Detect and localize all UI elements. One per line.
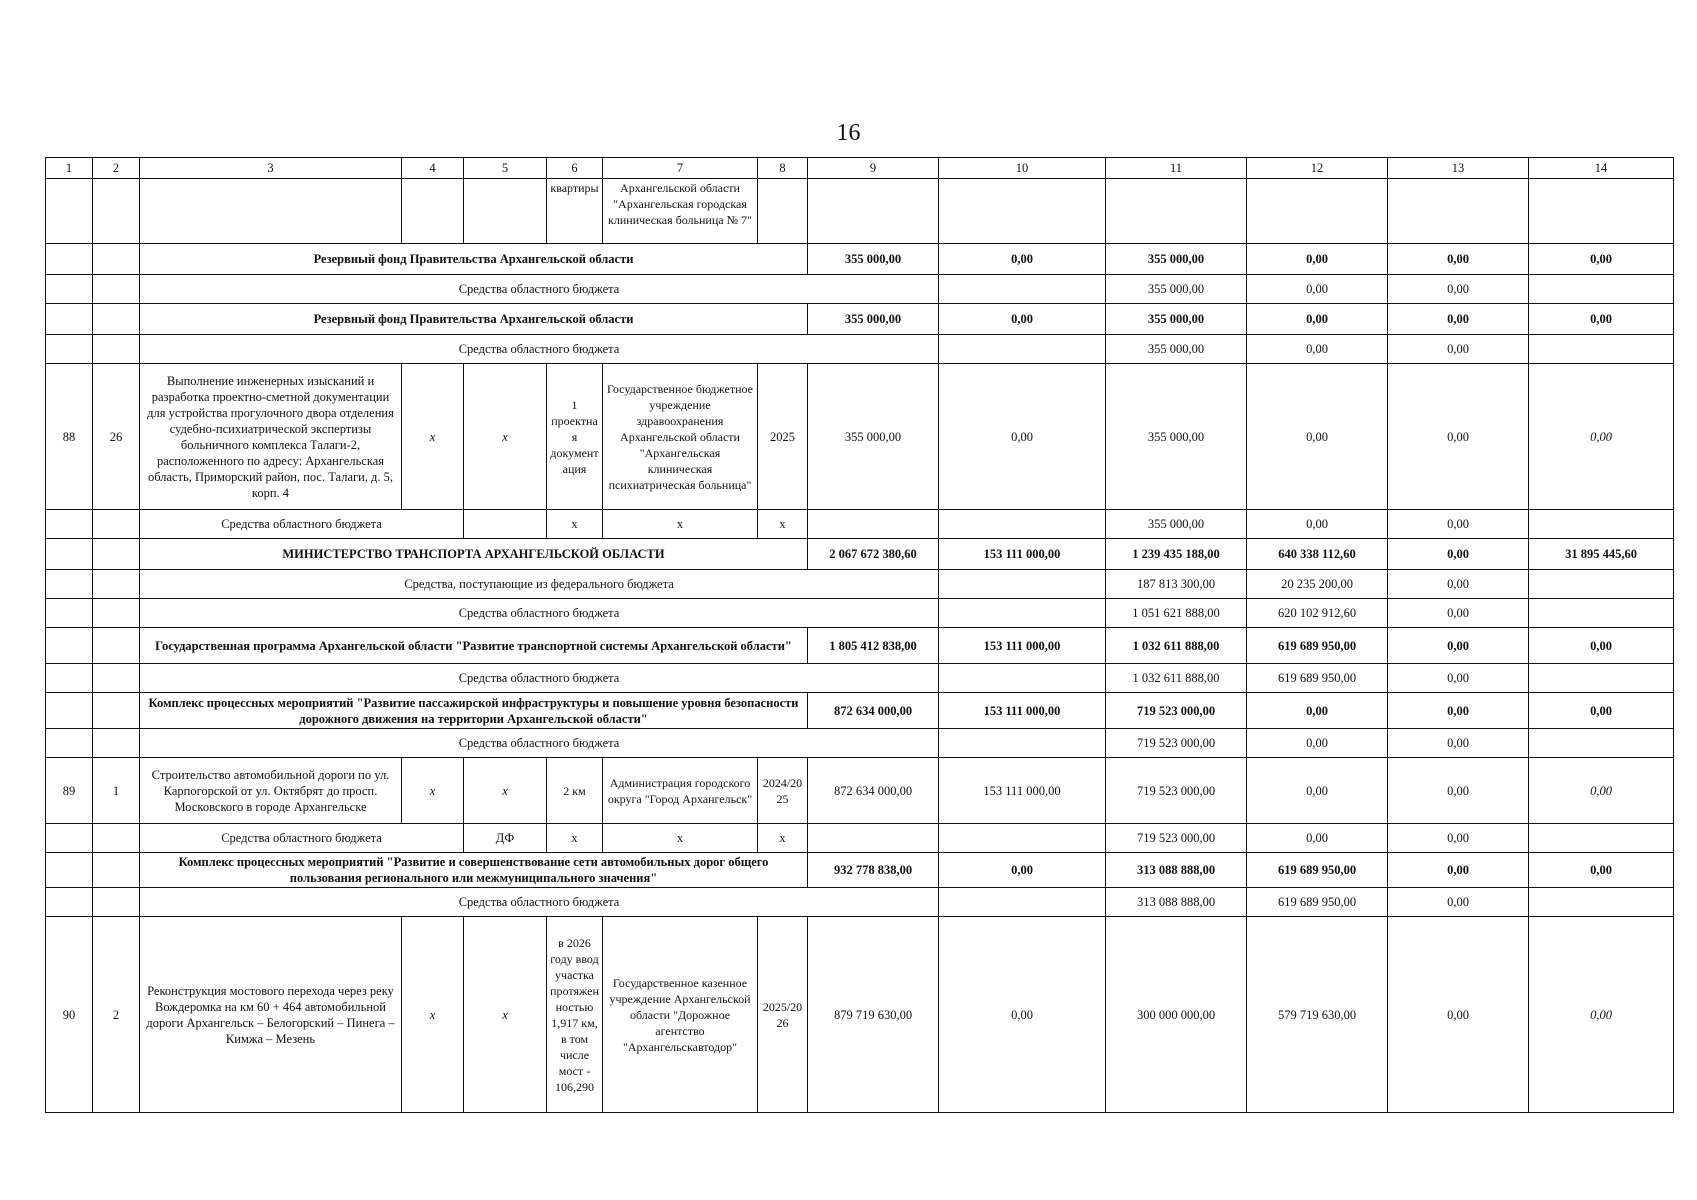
col-header: 1 (46, 158, 93, 179)
amount-cell: 0,00 (1247, 364, 1388, 510)
section-title-row (46, 693, 1674, 729)
amount-cell: 0,00 (1388, 917, 1529, 1113)
section-title: Резервный фонд Правительства Архангельской области (140, 244, 808, 275)
amount-cell: 0,00 (1388, 539, 1529, 570)
amount-cell: 620 102 912,60 (1247, 599, 1388, 628)
amount-cell: 0,00 (1388, 693, 1529, 729)
item-description: Строительство автомобильной дороги по ул. Карпогорской от ул. Октябрят до просп. Московского в городе Архангельске (140, 758, 402, 824)
amount-cell: 355 000,00 (1106, 304, 1247, 335)
funding-source-row (46, 599, 1674, 628)
funding-source-row (46, 335, 1674, 364)
section-title-row (46, 244, 1674, 275)
amount-cell: 355 000,00 (1106, 364, 1247, 510)
amount-cell: 0,00 (1529, 758, 1674, 824)
amount-cell: 0,00 (1529, 628, 1674, 664)
table-row (46, 917, 1674, 1113)
amount-cell: 1 805 412 838,00 (808, 628, 939, 664)
amount-cell: 0,00 (1388, 599, 1529, 628)
row-number: 90 (46, 917, 93, 1113)
amount-cell: 313 088 888,00 (1106, 888, 1247, 917)
amount-cell: 0,00 (1388, 664, 1529, 693)
amount-cell: 619 689 950,00 (1247, 888, 1388, 917)
amount-cell: 355 000,00 (1106, 335, 1247, 364)
continuation-row (46, 179, 1674, 244)
amount-cell: 0,00 (1388, 364, 1529, 510)
cell-x: х (758, 510, 808, 539)
amount-cell: 0,00 (939, 244, 1106, 275)
amount-cell: 0,00 (1388, 275, 1529, 304)
funding-source-label: Средства областного бюджета (140, 335, 939, 364)
amount-cell: 0,00 (1388, 853, 1529, 888)
cell-x: х (402, 364, 464, 510)
amount-cell: 20 235 200,00 (1247, 570, 1388, 599)
col-header: 7 (603, 158, 758, 179)
amount-cell: 0,00 (1247, 729, 1388, 758)
executor-cell: Государственное казенное учреждение Архангельской области "Дорожное агентство "Архангельскавтодор" (603, 917, 758, 1113)
amount-cell: 0,00 (939, 364, 1106, 510)
row-number: 88 (46, 364, 93, 510)
funding-source-row (46, 824, 1674, 853)
col-header: 5 (464, 158, 547, 179)
funding-source-row (46, 570, 1674, 599)
cell-x: х (464, 364, 547, 510)
funding-source-label: Средства областного бюджета (140, 599, 939, 628)
amount-cell: 619 689 950,00 (1247, 664, 1388, 693)
amount-cell: 0,00 (1529, 917, 1674, 1113)
amount-cell: 2 067 672 380,60 (808, 539, 939, 570)
amount-cell: 0,00 (1388, 758, 1529, 824)
cell-x: х (547, 510, 603, 539)
funding-source-label: Средства областного бюджета (140, 510, 464, 539)
amount-cell: 640 338 112,60 (1247, 539, 1388, 570)
funding-source-row (46, 664, 1674, 693)
col-header: 11 (1106, 158, 1247, 179)
table-row (46, 758, 1674, 824)
cell-x: х (758, 824, 808, 853)
amount-cell: 300 000 000,00 (1106, 917, 1247, 1113)
cell-x: х (464, 917, 547, 1113)
amount-cell: 355 000,00 (1106, 275, 1247, 304)
period-cell: 2025/2026 (758, 917, 808, 1113)
cell-x: х (402, 758, 464, 824)
budget-table (45, 157, 1674, 1113)
amount-cell: 579 719 630,00 (1247, 917, 1388, 1113)
amount-cell: 0,00 (1247, 510, 1388, 539)
page-number: 16 (836, 120, 861, 146)
amount-cell: 0,00 (1247, 304, 1388, 335)
amount-cell: 619 689 950,00 (1247, 853, 1388, 888)
amount-cell: 0,00 (1529, 244, 1674, 275)
item-number: 2 (93, 917, 140, 1113)
cell-x: х (603, 824, 758, 853)
amount-cell: 0,00 (939, 853, 1106, 888)
col-header: 2 (93, 158, 140, 179)
amount-cell: 879 719 630,00 (808, 917, 939, 1113)
funding-source-row (46, 888, 1674, 917)
section-title: Комплекс процессных мероприятий "Развитие пассажирской инфраструктуры и повышение уровня безопасности дорожного движения на территории Архангельской области" (140, 693, 808, 729)
executor-cell: Администрация городского округа "Город Архангельск" (603, 758, 758, 824)
amount-cell: 0,00 (1388, 570, 1529, 599)
table-row (46, 364, 1674, 510)
item-description: Реконструкция мостового перехода через реку Вождеромка на км 60 + 464 автомобильной дороги Архангельск – Белогорский – Пинега – Кимжа – Мезень (140, 917, 402, 1113)
amount-cell: 1 239 435 188,00 (1106, 539, 1247, 570)
amount-cell: 355 000,00 (808, 304, 939, 335)
amount-cell: 355 000,00 (1106, 510, 1247, 539)
result-cell: в 2026 году ввод участка протяженностью 1,917 км, в том числе мост - 106,290 (547, 917, 603, 1113)
col-header: 13 (1388, 158, 1529, 179)
cell-x: х (464, 758, 547, 824)
amount-cell: 0,00 (1247, 824, 1388, 853)
amount-cell: 719 523 000,00 (1106, 824, 1247, 853)
amount-cell: 719 523 000,00 (1106, 729, 1247, 758)
amount-cell: 932 778 838,00 (808, 853, 939, 888)
section-title-row (46, 853, 1674, 888)
amount-cell: 313 088 888,00 (1106, 853, 1247, 888)
amount-cell: 619 689 950,00 (1247, 628, 1388, 664)
amount-cell: 0,00 (1388, 824, 1529, 853)
funding-source-label: Средства областного бюджета (140, 729, 939, 758)
amount-cell: 1 051 621 888,00 (1106, 599, 1247, 628)
amount-cell: 0,00 (1388, 729, 1529, 758)
amount-cell: 0,00 (1529, 693, 1674, 729)
funding-source-label: Средства областного бюджета (140, 888, 939, 917)
amount-cell: 1 032 611 888,00 (1106, 664, 1247, 693)
amount-cell: 0,00 (1247, 244, 1388, 275)
column-number-row (46, 158, 1674, 179)
col-header: 12 (1247, 158, 1388, 179)
executor-cell: Государственное бюджетное учреждение здравоохранения Архангельской области "Архангельская клиническая психиатрическая больница" (603, 364, 758, 510)
cell-x: х (603, 510, 758, 539)
amount-cell: 719 523 000,00 (1106, 693, 1247, 729)
funding-source-label: Средства областного бюджета (140, 824, 464, 853)
amount-cell: 719 523 000,00 (1106, 758, 1247, 824)
amount-cell: 0,00 (1388, 510, 1529, 539)
amount-cell: 0,00 (939, 917, 1106, 1113)
amount-cell: 0,00 (1388, 304, 1529, 335)
col-header: 6 (547, 158, 603, 179)
amount-cell: 0,00 (1388, 335, 1529, 364)
section-title-row (46, 304, 1674, 335)
cell-x: х (547, 824, 603, 853)
result-cell: 2 км (547, 758, 603, 824)
funding-source-label: Средства областного бюджета (140, 664, 939, 693)
amount-cell: 872 634 000,00 (808, 693, 939, 729)
amount-cell: 872 634 000,00 (808, 758, 939, 824)
result-cell: 1 проектная документация (547, 364, 603, 510)
amount-cell: 153 111 000,00 (939, 628, 1106, 664)
item-description: Выполнение инженерных изысканий и разработка проектно-сметной документации для устройства прогулочного двора отделения судебно-психиатрической экспертизы больничного комплекса Талаги-2, расположенного по адресу: Архангельская область, Приморский район, пос. Талаги, д. 5, корп. 4 (140, 364, 402, 510)
amount-cell: 355 000,00 (808, 244, 939, 275)
amount-cell: 0,00 (1529, 853, 1674, 888)
amount-cell: 355 000,00 (1106, 244, 1247, 275)
funding-source-label: Средства областного бюджета (140, 275, 939, 304)
amount-cell: 0,00 (1388, 888, 1529, 917)
amount-cell: 153 111 000,00 (939, 693, 1106, 729)
executor-cell: Архангельской области "Архангельская городская клиническая больница № 7" (603, 179, 758, 244)
cell-code: ДФ (464, 824, 547, 853)
col-header: 8 (758, 158, 808, 179)
amount-cell: 0,00 (1247, 758, 1388, 824)
cell-x: х (402, 917, 464, 1113)
amount-cell: 0,00 (1388, 244, 1529, 275)
amount-cell: 31 895 445,60 (1529, 539, 1674, 570)
amount-cell: 0,00 (1529, 304, 1674, 335)
row-number: 89 (46, 758, 93, 824)
item-number: 1 (93, 758, 140, 824)
period-cell: 2024/2025 (758, 758, 808, 824)
amount-cell: 153 111 000,00 (939, 539, 1106, 570)
result-cell: квартиры (547, 179, 603, 244)
funding-source-row (46, 729, 1674, 758)
section-title: Комплекс процессных мероприятий "Развитие и совершенствование сети автомобильных дорог общего пользования регионального или межмуниципального значения" (140, 853, 808, 888)
cell-code (464, 510, 547, 539)
section-title: Государственная программа Архангельской области "Развитие транспортной системы Архангельской области" (140, 628, 808, 664)
amount-cell: 0,00 (1529, 364, 1674, 510)
col-header: 9 (808, 158, 939, 179)
amount-cell: 0,00 (939, 304, 1106, 335)
amount-cell: 153 111 000,00 (939, 758, 1106, 824)
amount-cell: 1 032 611 888,00 (1106, 628, 1247, 664)
amount-cell: 0,00 (1247, 335, 1388, 364)
section-title: МИНИСТЕРСТВО ТРАНСПОРТА АРХАНГЕЛЬСКОЙ ОБЛАСТИ (140, 539, 808, 570)
col-header: 10 (939, 158, 1106, 179)
col-header: 4 (402, 158, 464, 179)
section-title-row (46, 628, 1674, 664)
col-header: 3 (140, 158, 402, 179)
section-title: Резервный фонд Правительства Архангельской области (140, 304, 808, 335)
item-number: 26 (93, 364, 140, 510)
funding-source-row (46, 275, 1674, 304)
amount-cell: 0,00 (1247, 275, 1388, 304)
section-title-row (46, 539, 1674, 570)
period-cell: 2025 (758, 364, 808, 510)
amount-cell: 187 813 300,00 (1106, 570, 1247, 599)
funding-source-label: Средства, поступающие из федерального бюджета (140, 570, 939, 599)
funding-source-row (46, 510, 1674, 539)
amount-cell: 0,00 (1247, 693, 1388, 729)
col-header: 14 (1529, 158, 1674, 179)
amount-cell: 355 000,00 (808, 364, 939, 510)
amount-cell: 0,00 (1388, 628, 1529, 664)
